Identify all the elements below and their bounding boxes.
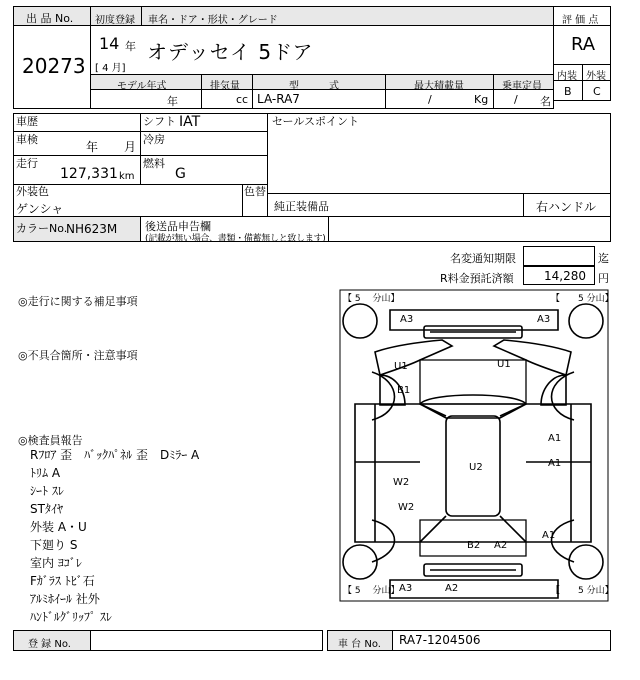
model-label-cell	[252, 74, 386, 90]
name-change-unit: 迄	[598, 252, 609, 265]
interior-grade: B	[564, 85, 572, 98]
genuine-equipment-cell	[267, 193, 524, 217]
registration-label: 登 録 No.	[28, 639, 71, 650]
mark-front-fender-right: U1	[497, 359, 511, 370]
grade-label-cell	[553, 6, 611, 26]
lot-label-cell	[13, 6, 91, 26]
recycle-label: R料金預託済額	[440, 272, 514, 285]
tire-depth-front-right: 【 5 分山】	[551, 294, 614, 304]
sales-point-label: セールスポイント	[272, 115, 360, 128]
color-no-value: NH623M	[66, 222, 118, 236]
mileage-cell	[13, 155, 141, 185]
model-label: 型 式	[289, 81, 339, 92]
inspection-year-unit: 年	[86, 140, 99, 154]
lot-number: 20273	[22, 54, 86, 78]
color-no-cell	[13, 216, 141, 242]
color-change-cell	[242, 184, 268, 217]
recycle-value: 14,280	[544, 269, 586, 283]
mark-right-quarter: A1	[542, 530, 556, 541]
history-cell	[13, 113, 141, 132]
inspector-report-label: ◎検査員報告	[18, 434, 83, 447]
inspector-line: ｼｰﾄ ｽﾚ	[30, 484, 64, 498]
color-no-label: カラーNo.	[16, 222, 68, 235]
aircon-cell	[140, 131, 268, 156]
color-label: 外装色	[16, 185, 49, 198]
chassis-label-cell	[327, 630, 393, 651]
after-declaration-label: 後送品申告欄	[145, 220, 211, 233]
max-load-label-cell	[385, 74, 494, 90]
inspection-month-unit: 月	[124, 140, 137, 154]
color-cell	[13, 184, 243, 217]
defects-label: ◎不具合箇所・注意事項	[18, 349, 138, 362]
lot-number-cell	[13, 25, 91, 109]
shift-value: IAT	[179, 114, 201, 130]
model-cell	[252, 89, 386, 109]
reg-year: 14	[99, 34, 120, 53]
after-declaration-note: (記載が無い場合、書類・備蓄無しと致します)	[145, 234, 326, 244]
model-year-label-cell	[90, 74, 202, 90]
car-name-label-cell	[141, 6, 554, 26]
recycle-box	[523, 266, 595, 285]
inspection-label: 車検	[16, 133, 38, 146]
mark-rear-right: A2	[494, 540, 508, 551]
inspector-line: Rﾌﾛｱ 歪 ﾊﾞｯｸﾊﾟﾈﾙ 歪 Dﾐﾗｰ A	[30, 448, 200, 462]
exterior-grade-cell	[582, 80, 611, 101]
reg-month: [ 4 月]	[95, 63, 126, 74]
mileage-value: 127,331	[60, 166, 118, 182]
mark-front-bumper-left: A3	[400, 314, 414, 325]
model-year-label: モデル年式	[117, 81, 167, 92]
name-change-deadline-label: 名変通知期限	[450, 252, 516, 265]
displacement-label-cell	[201, 74, 253, 90]
displacement-cell	[201, 89, 253, 109]
mark-rear-bumper-right: A2	[445, 583, 459, 594]
sales-point-cell	[267, 113, 611, 194]
model-value: LA-RA7	[257, 92, 300, 106]
inspector-line: 室内 ﾖｺﾞﾚ	[30, 556, 82, 570]
mark-front-bumper-right: A3	[537, 314, 551, 325]
max-load-label: 最大積載量	[414, 81, 464, 92]
inspector-line: ﾊﾝﾄﾞﾙｸﾞﾘｯﾌﾟ ｽﾚ	[30, 610, 112, 624]
inspector-line: STﾀｲﾔ	[30, 502, 63, 516]
person-unit: 名	[540, 95, 551, 108]
car-name-cell	[90, 25, 554, 75]
mark-left-quarter: W2	[398, 502, 415, 513]
genuine-equipment-label: 純正装備品	[274, 200, 329, 213]
cc-unit: cc	[236, 93, 249, 106]
capacity-label-cell	[493, 74, 554, 90]
mark-front-fender-left: U1	[394, 361, 408, 372]
exterior-label: 外装	[586, 71, 606, 82]
car-name-label: 車名・ドア・形状・グレード	[148, 15, 278, 26]
steering-value: 右ハンドル	[536, 200, 597, 214]
displacement-label: 排気量	[210, 81, 240, 92]
registration-label-cell	[13, 630, 91, 651]
color-change-label: 色替	[244, 185, 266, 198]
tire-depth-front-left: 【 5 分山】	[343, 294, 400, 304]
inspection-cell	[13, 131, 141, 156]
inspector-line: ﾄﾘﾑ A	[30, 466, 61, 480]
capacity-label: 乗車定員	[502, 81, 542, 92]
inspector-line: ｱﾙﾐﾎｲｰﾙ 社外	[30, 592, 100, 606]
grade-value: RA	[571, 34, 596, 55]
car-damage-diagram	[339, 289, 609, 602]
inspector-report-list	[30, 447, 199, 627]
mark-rear-bumper-left: A3	[399, 583, 413, 594]
tire-depth-rear-right: 【 5 分山】	[551, 586, 614, 596]
shift-cell	[140, 113, 268, 132]
inspector-line: 外装 A・U	[30, 520, 87, 534]
mark-front-door-left: B1	[397, 385, 411, 396]
inspector-line: Fｶﾞﾗｽ ﾄﾋﾞ石	[30, 574, 95, 588]
chassis-value: RA7-1204506	[399, 633, 481, 647]
recycle-unit: 円	[598, 272, 609, 285]
lot-label: 出 品 No.	[26, 12, 74, 25]
chassis-value-cell	[392, 630, 611, 651]
after-declaration-cell	[140, 216, 329, 242]
inspector-line: 下廻り S	[30, 538, 78, 552]
model-year-unit: 年	[167, 95, 178, 108]
model-year-cell	[90, 89, 202, 109]
mileage-unit: km	[119, 171, 135, 182]
chassis-label: 車 台 No.	[338, 639, 381, 650]
name-change-deadline-box	[523, 246, 595, 266]
mark-roof: U2	[469, 462, 483, 473]
fuel-cell	[140, 155, 268, 185]
first-reg-label-cell	[90, 6, 142, 26]
interior-label: 内装	[557, 71, 577, 82]
steering-cell	[523, 193, 611, 217]
interior-grade-cell	[553, 80, 583, 101]
grade-cell	[553, 25, 611, 65]
interior-label-cell	[553, 64, 583, 81]
max-load-cell	[385, 89, 494, 109]
grade-label: 評 価 点	[562, 15, 599, 26]
mark-right-rear-door: A1	[548, 458, 562, 469]
capacity-slash: /	[514, 93, 518, 106]
color-value: ゲンシャ	[16, 202, 64, 216]
mileage-label: 走行	[16, 157, 38, 170]
fuel-label: 燃料	[143, 157, 165, 170]
capacity-cell	[493, 89, 554, 109]
registration-value-cell	[90, 630, 323, 651]
car-name: オデッセイ 5ドア	[147, 40, 314, 64]
exterior-grade: C	[593, 85, 601, 98]
tire-depth-rear-left: 【 5 分山】	[343, 586, 400, 596]
mark-rear-left: B2	[467, 540, 481, 551]
fuel-value: G	[175, 166, 186, 182]
kg-unit: Kg	[474, 93, 489, 106]
aircon-label: 冷房	[143, 133, 165, 146]
shift-label: シフト	[143, 115, 176, 128]
load-slash: /	[428, 93, 432, 106]
exterior-label-cell	[582, 64, 611, 81]
mark-right-front-door: A1	[548, 433, 562, 444]
reg-year-unit: 年	[125, 40, 136, 53]
mark-left-rear-door: W2	[393, 477, 410, 488]
driving-notes-label: ◎走行に関する補足事項	[18, 295, 138, 308]
first-reg-label: 初度登録	[95, 15, 135, 26]
history-label: 車歴	[16, 115, 38, 128]
after-declaration-extension	[328, 217, 611, 242]
